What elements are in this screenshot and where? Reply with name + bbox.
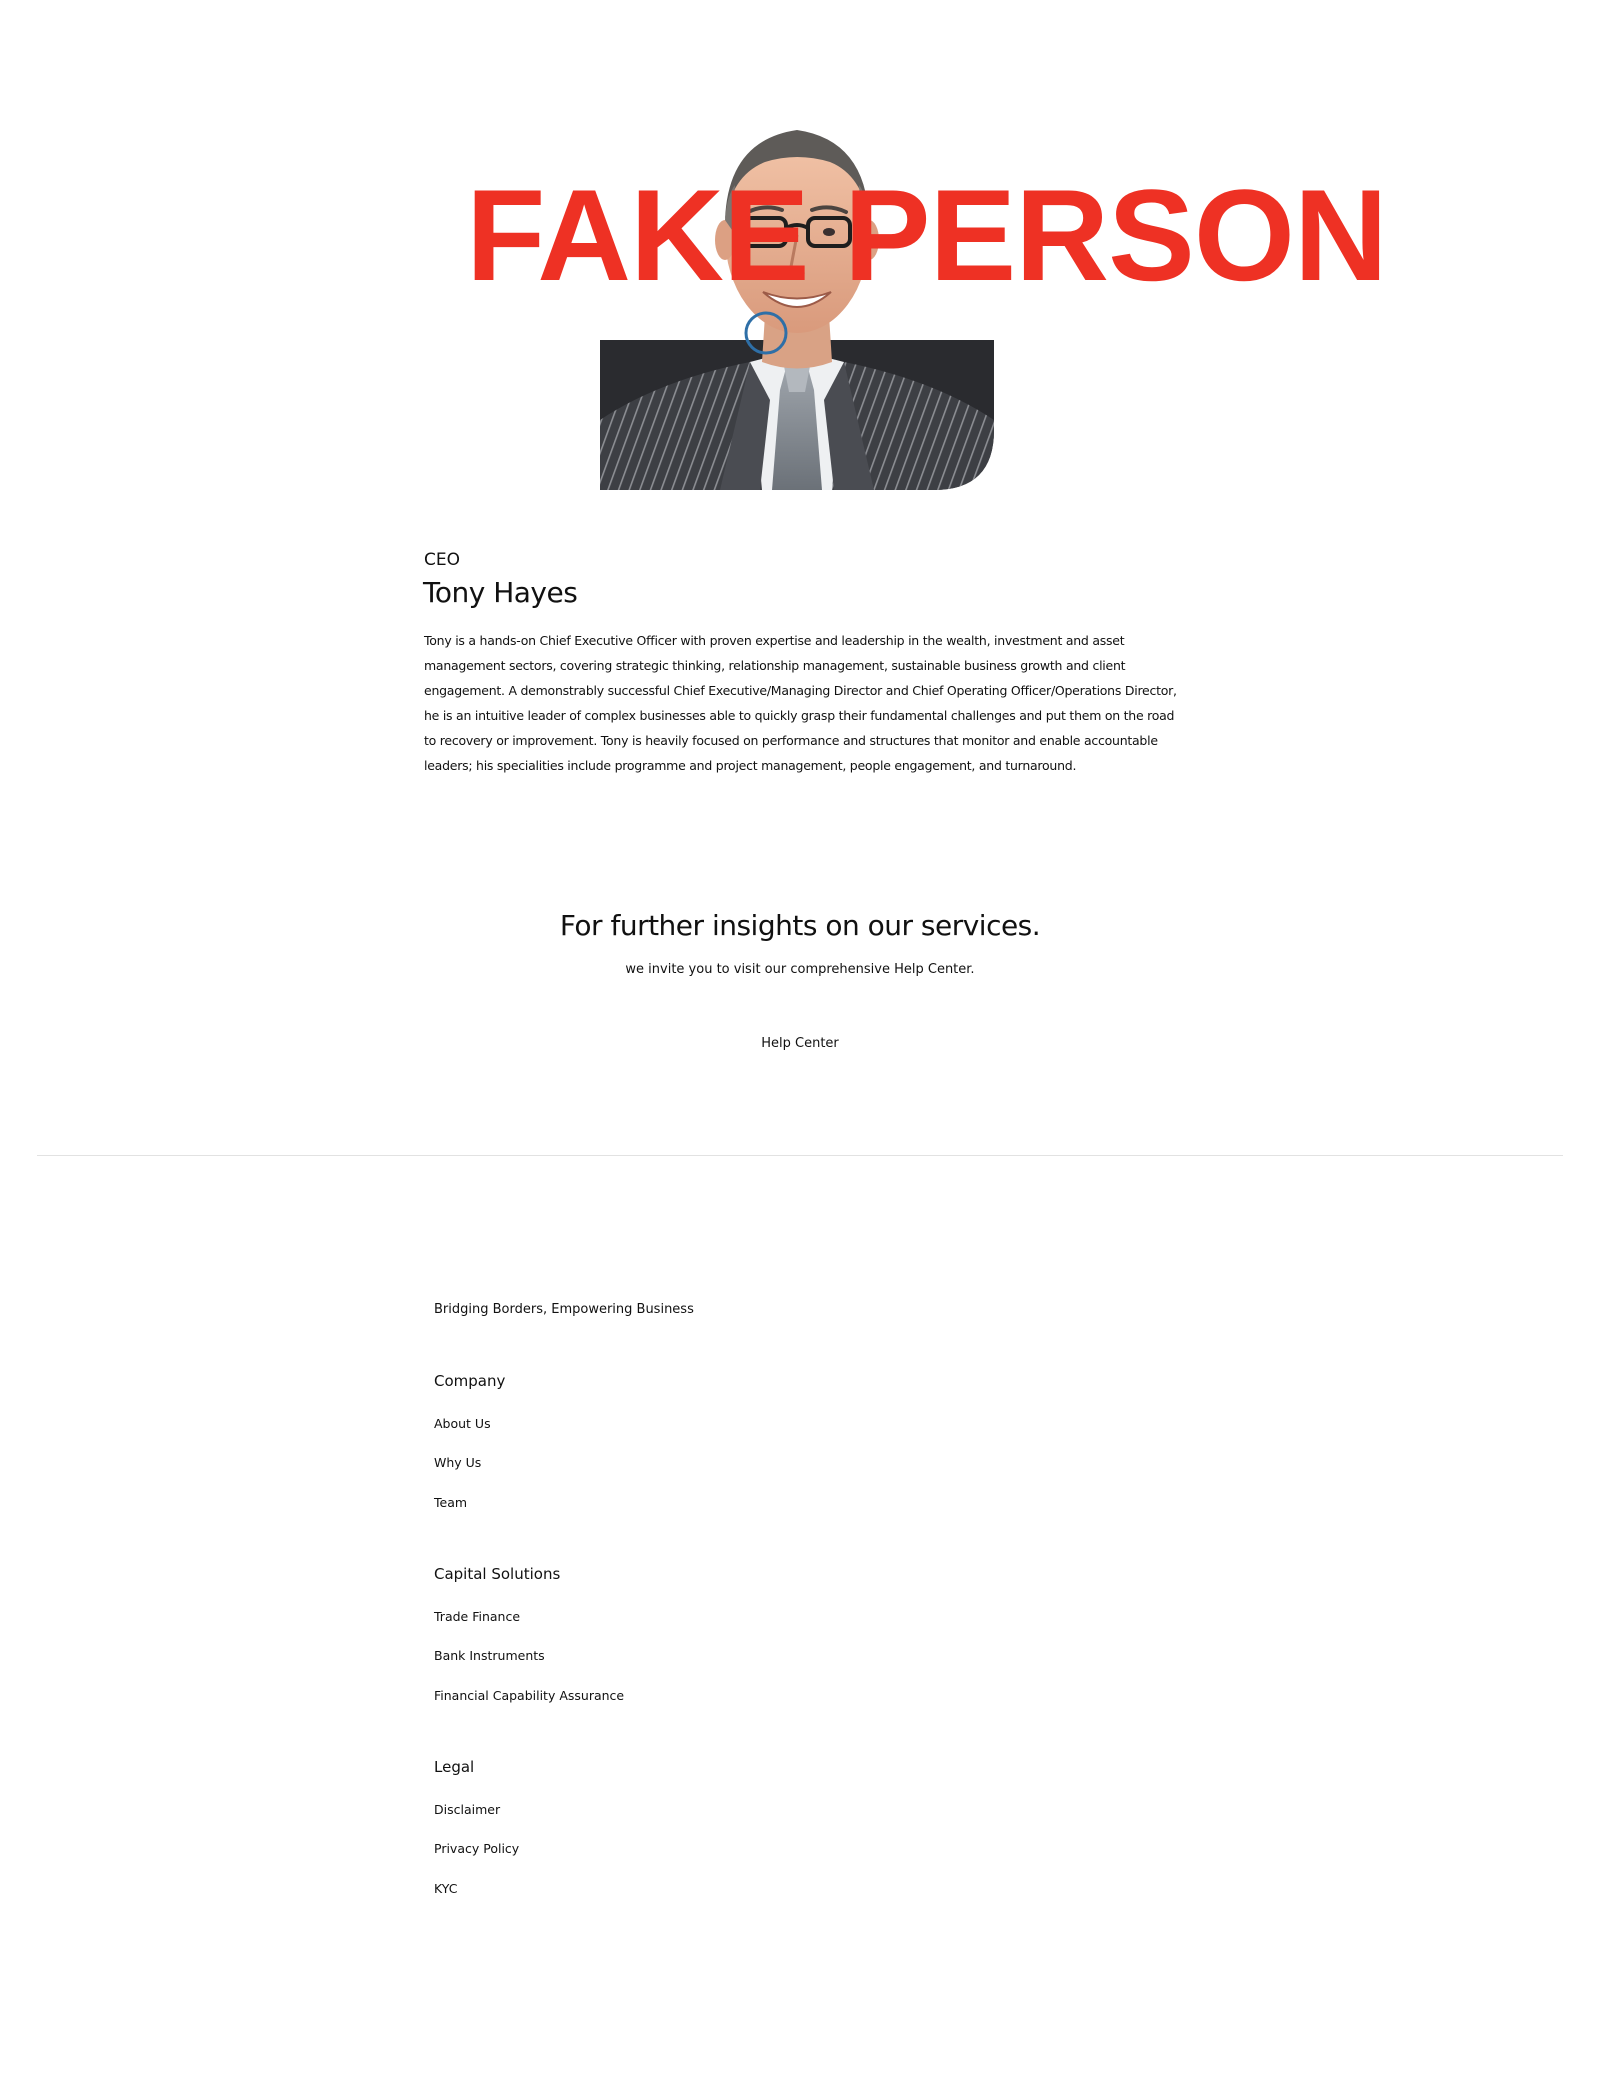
fake-person-stamp: FAKE PERSON (466, 162, 1387, 308)
footer-link-why-us[interactable]: Why Us (434, 1455, 482, 1470)
footer-link-privacy-policy[interactable]: Privacy Policy (434, 1841, 520, 1856)
person-name: Tony Hayes (423, 576, 578, 609)
footer-link-disclaimer[interactable]: Disclaimer (434, 1802, 501, 1817)
person-role: CEO (424, 550, 460, 570)
footer-link-team[interactable]: Team (434, 1495, 468, 1510)
section-divider (37, 1155, 1563, 1156)
person-bio: Tony is a hands-on Chief Executive Officer with proven expertise and leadership in the wealth, investment and asset management sectors, covering strategic thinking, relationship management, sustainable business growth and client engagement. A demonstrably successful Chief Executive/Managing Director and Chief Operating Officer/Operations Director, he is an intuitive leader of complex businesses able to quickly grasp their fundamental challenges and put them on the road to recovery or improvement. Tony is heavily focused on performance and structures that monitor and enable accountable leaders; his specialities include programme and project management, people engagement, and turnaround. (424, 633, 1177, 773)
help-center-link[interactable]: Help Center (761, 1036, 839, 1051)
footer-link-about-us[interactable]: About Us (434, 1416, 491, 1431)
footer-heading-capital-solutions: Capital Solutions (434, 1565, 561, 1583)
footer-heading-legal: Legal (434, 1758, 475, 1776)
footer-heading-company: Company (434, 1372, 506, 1390)
footer-tagline: Bridging Borders, Empowering Business (434, 1302, 694, 1317)
footer-link-bank-instruments[interactable]: Bank Instruments (434, 1648, 545, 1663)
footer-link-kyc[interactable]: KYC (434, 1881, 458, 1896)
cta-heading: For further insights on our services. (559, 909, 1041, 942)
footer-link-financial-capability-assurance[interactable]: Financial Capability Assurance (434, 1688, 625, 1703)
cta-text: we invite you to visit our comprehensive Help Center. (625, 962, 975, 977)
footer-link-trade-finance[interactable]: Trade Finance (434, 1609, 521, 1624)
